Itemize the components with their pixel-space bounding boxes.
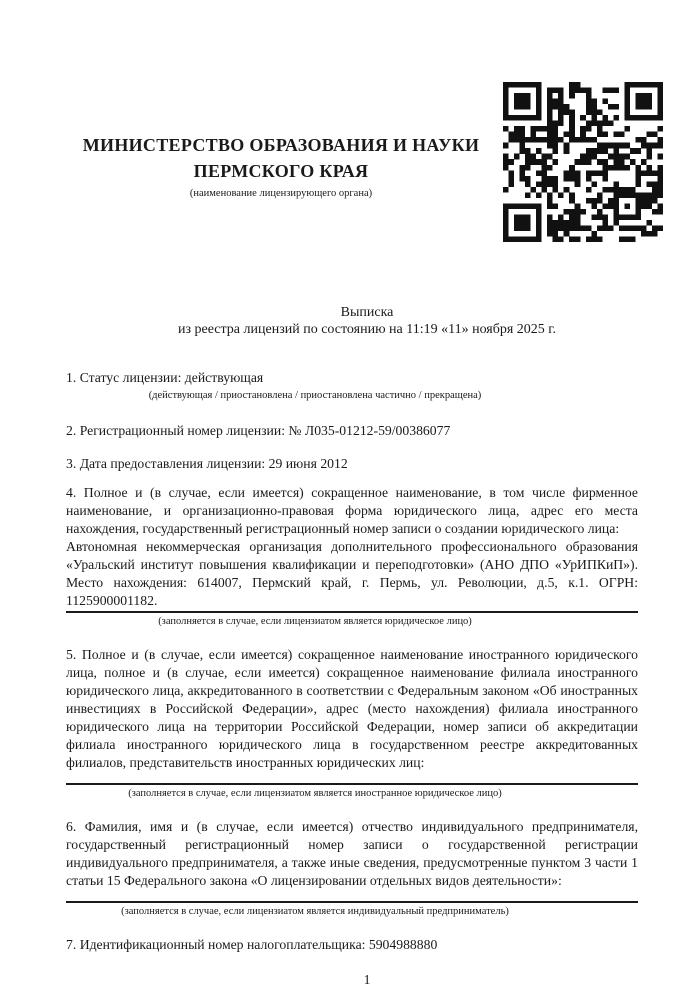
item-taxpayer-id — [66, 936, 638, 954]
document-title-line2: из реестра лицензий по состоянию на 11:19 «11» ноября 2025 г. — [178, 322, 556, 337]
foreign-entity-label: 5. Полное и (в случае, если имеется) сокращенное наименование иностранного юридического лица, полное и (в случае, если имеется) сокращенное наименование филиала иностранного юридического лица, аккредитованного в соответствии с Федеральным законом «Об иностранных инвестициях в Российской Федерации», адрес (место нахождения) филиала иностранного юридического лица на территории Российской Федерации, номер записи об аккредитации филиала иностранного юридического лица в государственном реестре аккредитованных филиалов, представительств иностранных юридических лиц: — [66, 647, 638, 770]
foreign-entity-caption: (заполняется в случае, если лицензиатом является иностранное юридическое лицо) — [128, 788, 502, 799]
item-legal-entity — [66, 484, 638, 628]
ministry-name-line1: МИНИСТЕРСТВО ОБРАЗОВАНИЯ И НАУКИ — [82, 135, 480, 155]
taxpayer-id-text: 7. Идентификационный номер налогоплательщика: 5904988880 — [66, 937, 438, 952]
individual-entrepreneur-caption: (заполняется в случае, если лицензиатом является индивидуальный предприниматель) — [121, 906, 509, 917]
license-status-options-caption: (действующая / приостановлена / приостановлена частично / прекращена) — [148, 390, 482, 401]
legal-entity-label: 4. Полное и (в случае, если имеется) сокращенное наименование, в том числе фирменное наименование, и организационно-правовая форма юридического лица, адрес его места нахождения, государственный регистрационный номер записи о создании юридического лица: — [66, 485, 638, 536]
license-grant-date-text: 3. Дата предоставления лицензии: 29 июня 2012 — [66, 456, 348, 471]
item-license-status — [66, 369, 638, 402]
foreign-entity-value — [66, 772, 638, 782]
license-status-text: 1. Статус лицензии: действующая — [66, 370, 264, 385]
item-registration-number — [66, 422, 638, 440]
header — [66, 0, 496, 200]
fill-line — [66, 901, 638, 903]
document-title-line1: Выписка — [340, 305, 394, 320]
registration-number-text: 2. Регистрационный номер лицензии: № Л035-01212-59/00386077 — [66, 423, 451, 438]
qr-code — [503, 82, 663, 242]
individual-entrepreneur-value — [66, 890, 638, 900]
item-individual-entrepreneur — [66, 818, 638, 918]
licensing-authority-caption: (наименование лицензирующего органа) — [189, 188, 373, 199]
item-foreign-entity — [66, 646, 638, 800]
page-number: 1 — [363, 972, 371, 987]
document-title — [66, 304, 638, 338]
ministry-name-line2: ПЕРМСКОГО КРАЯ — [193, 161, 369, 181]
legal-entity-value: Автономная некоммерческая организация дополнительного профессионального образования «Уральский институт повышения квалификации и переподготовки» (АНО ДПО «УрИПКиП»). Место нахождения: 614007, Пермский край, г. Пермь, ул. Революции, д.5, к.1. ОГРН: 1125900001182. — [66, 539, 638, 608]
item-license-grant-date — [66, 455, 638, 473]
individual-entrepreneur-label: 6. Фамилия, имя и (в случае, если имеется) отчество индивидуального предпринимателя, государственный регистрационный номер записи о государственной регистрации индивидуального предпринимателя, а также иные сведения, предусмотренные пунктом 3 части 1 статьи 15 Федерального закона «О лицензировании отдельных видов деятельности»: — [66, 819, 638, 888]
legal-entity-caption: (заполняется в случае, если лицензиатом является юридическое лицо) — [158, 616, 472, 627]
fill-line — [66, 611, 638, 613]
fill-line — [66, 783, 638, 785]
